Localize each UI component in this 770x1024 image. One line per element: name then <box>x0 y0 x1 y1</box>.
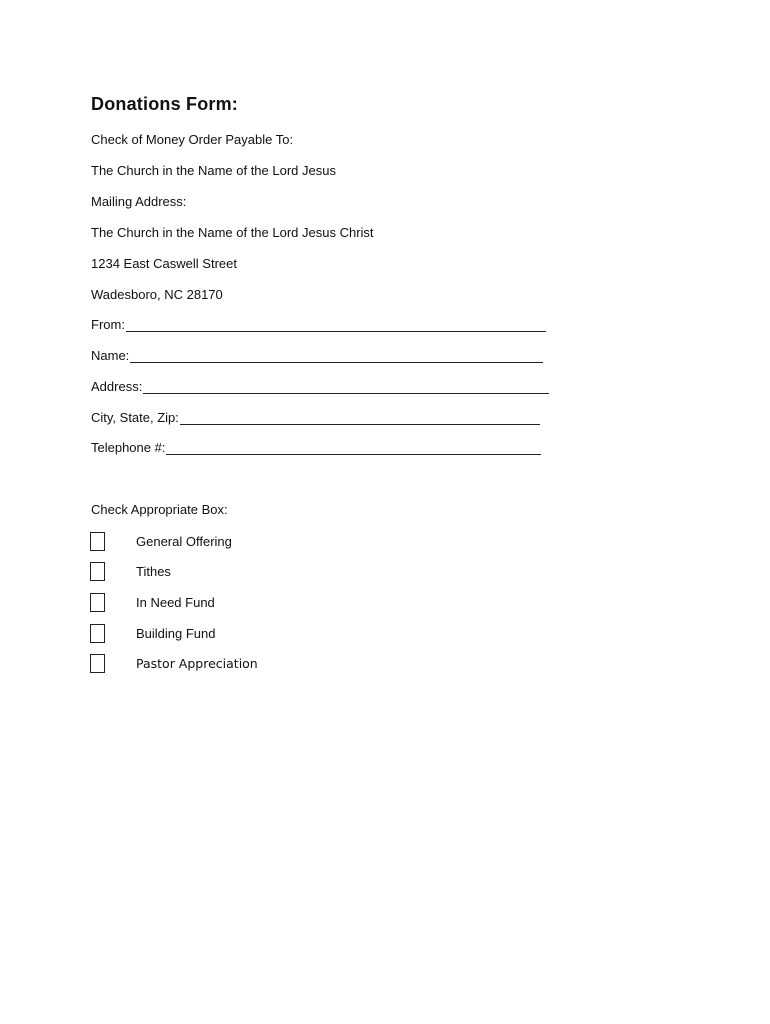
city-state-zip-label: City, State, Zip: <box>91 410 179 425</box>
telephone-field <box>91 440 541 455</box>
name-input-line[interactable] <box>130 350 543 363</box>
checkbox-option-tithes[interactable] <box>90 560 171 582</box>
checkbox-label: General Offering <box>136 533 232 549</box>
checkbox-option-general-offering[interactable] <box>90 530 232 552</box>
address-field <box>91 379 549 394</box>
mailing-heading: Mailing Address: <box>91 194 187 209</box>
address-input-line[interactable] <box>143 381 549 394</box>
name-field <box>91 348 543 363</box>
name-label: Name: <box>91 348 130 363</box>
checkbox[interactable] <box>90 624 105 643</box>
from-label: From: <box>91 317 125 332</box>
checkbox-label: Building Fund <box>136 625 216 641</box>
from-field <box>91 317 546 332</box>
checkbox-option-building-fund[interactable] <box>90 622 216 644</box>
checkbox[interactable] <box>90 532 105 551</box>
checkbox-label: In Need Fund <box>136 594 215 610</box>
form-title: Donations Form: <box>91 94 238 114</box>
checkbox-option-pastor-appreciation[interactable] <box>90 652 258 674</box>
checkbox-label: Tithes <box>136 563 171 579</box>
check-box-heading: Check Appropriate Box: <box>91 502 228 517</box>
address-label: Address: <box>91 379 143 394</box>
checkbox[interactable] <box>90 562 105 581</box>
checkbox[interactable] <box>90 654 105 673</box>
checkbox-label: Pastor Appreciation <box>136 655 258 671</box>
payee-name: The Church in the Name of the Lord Jesus <box>91 163 336 178</box>
city-state-zip-field <box>91 410 540 425</box>
address-line-1: The Church in the Name of the Lord Jesus Christ <box>91 225 374 240</box>
checkbox-option-in-need-fund[interactable] <box>90 591 215 613</box>
telephone-label: Telephone #: <box>91 440 166 455</box>
city-state-zip-input-line[interactable] <box>180 412 540 425</box>
address-line-2: 1234 East Caswell Street <box>91 256 237 271</box>
checkbox[interactable] <box>90 593 105 612</box>
address-line-3: Wadesboro, NC 28170 <box>91 287 223 302</box>
from-input-line[interactable] <box>126 319 546 332</box>
payable-heading: Check of Money Order Payable To: <box>91 132 294 147</box>
telephone-input-line[interactable] <box>166 442 541 455</box>
